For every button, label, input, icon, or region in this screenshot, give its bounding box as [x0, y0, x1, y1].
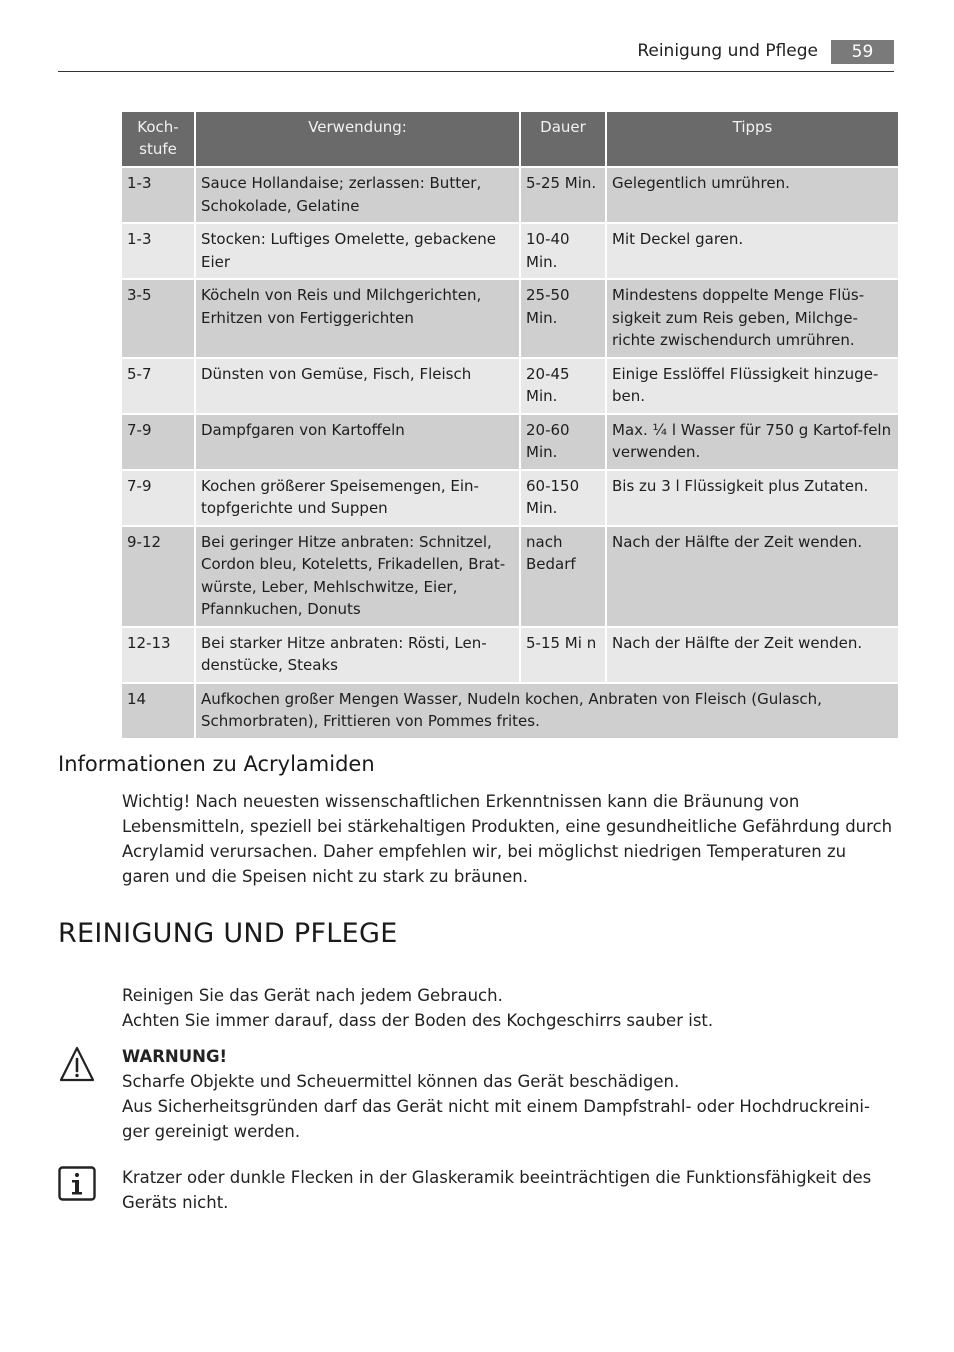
cell-tipps: Einige Esslöffel Flüssigkeit hinzuge-ben. [607, 359, 898, 413]
cleaning-line-2: Achten Sie immer darauf, dass der Boden des Kochgeschirrs sauber ist. [122, 1011, 714, 1030]
cell-tipps: Nach der Hälfte der Zeit wenden. [607, 628, 898, 682]
table-row [122, 471, 898, 525]
cell-stufe: 1-3 [122, 224, 194, 278]
acrylamide-lead: Wichtig! [122, 792, 191, 811]
cell-tipps: Gelegentlich umrühren. [607, 168, 898, 222]
table-header-row [122, 112, 898, 166]
header-stufe: Koch- stufe [122, 112, 194, 166]
cell-verwendung: Köcheln von Reis und Milchgerichten, Erhitzen von Fertiggerichten [196, 280, 519, 357]
header-verwendung: Verwendung: [196, 112, 519, 166]
table-row [122, 168, 898, 222]
cell-verwendung: Bei starker Hitze anbraten: Rösti, Len-denstücke, Steaks [196, 628, 519, 682]
cell-verwendung: Sauce Hollandaise; zerlassen: Butter, Schokolade, Gelatine [196, 168, 519, 222]
cell-dauer: 5-15 Mi n [521, 628, 605, 682]
cell-dauer: nach Bedarf [521, 527, 605, 626]
table-row [122, 280, 898, 357]
cell-dauer: 25-50 Min. [521, 280, 605, 357]
warning-title: WARNUNG! [122, 1047, 228, 1066]
cell-stufe: 9-12 [122, 527, 194, 626]
cell-dauer: 20-45 Min. [521, 359, 605, 413]
cell-verwendung: Dünsten von Gemüse, Fisch, Fleisch [196, 359, 519, 413]
cell-verwendung: Stocken: Luftiges Omelette, gebackene Eier [196, 224, 519, 278]
table-row [122, 359, 898, 413]
table-row [122, 224, 898, 278]
cell-stufe: 7-9 [122, 471, 194, 525]
cell-stufe: 5-7 [122, 359, 194, 413]
cell-stufe: 14 [122, 684, 194, 738]
cell-dauer: 20-60 Min. [521, 415, 605, 469]
warning-block [122, 1044, 897, 1144]
running-header [58, 40, 894, 72]
table-row [122, 684, 898, 738]
cleaning-heading: REINIGUNG UND PFLEGE [58, 918, 398, 949]
cell-stufe: 3-5 [122, 280, 194, 357]
table-row [122, 527, 898, 626]
warning-triangle-icon [58, 1044, 96, 1084]
acrylamide-body: Nach neuesten wissenschaftlichen Erkenntnissen kann die Bräunung von Lebensmitteln, speziell bei stärkehaltigen Produkten, eine gesundheitliche Gefährdung durch Acrylamid verursachen. Daher empfehlen wir, bei möglichst niedrigen Temperaturen zu garen und die Speisen nicht zu stark zu bräunen. [122, 792, 893, 886]
section-title: Reinigung und Pflege [637, 41, 818, 61]
cell-verwendung: Dampfgaren von Kartoffeln [196, 415, 519, 469]
cell-stufe: 1-3 [122, 168, 194, 222]
cell-stufe: 7-9 [122, 415, 194, 469]
page-number: 59 [831, 40, 894, 64]
cleaning-intro [122, 983, 897, 1033]
cell-stufe: 12-13 [122, 628, 194, 682]
cell-tipps: Bis zu 3 l Flüssigkeit plus Zutaten. [607, 471, 898, 525]
cleaning-line-1: Reinigen Sie das Gerät nach jedem Gebrauch. [122, 986, 503, 1005]
cooking-levels-table [120, 110, 900, 740]
cell-dauer: 10-40 Min. [521, 224, 605, 278]
cell-verwendung: Bei geringer Hitze anbraten: Schnitzel, Cordon bleu, Koteletts, Frikadellen, Brat-würste, Leber, Mehlschwitze, Eier, Pfannkuchen, Donuts [196, 527, 519, 626]
cell-dauer: 5-25 Min. [521, 168, 605, 222]
warning-line-1: Scharfe Objekte und Scheuermittel können das Gerät beschädigen. [122, 1072, 680, 1091]
cell-dauer: 60-150 Min. [521, 471, 605, 525]
info-icon [58, 1166, 96, 1202]
cell-tipps: Nach der Hälfte der Zeit wenden. [607, 527, 898, 626]
acrylamide-heading: Informationen zu Acrylamiden [58, 752, 375, 776]
cell-tipps: Mindestens doppelte Menge Flüs-sigkeit zum Reis geben, Milchge-richte zwischendurch umrühren. [607, 280, 898, 357]
header-dauer: Dauer [521, 112, 605, 166]
cell-verwendung: Kochen größerer Speisemengen, Ein-topfgerichte und Suppen [196, 471, 519, 525]
cell-tipps: Max. ¼ l Wasser für 750 g Kartof-feln verwenden. [607, 415, 898, 469]
header-tipps: Tipps [607, 112, 898, 166]
table-row [122, 415, 898, 469]
warning-line-2: Aus Sicherheitsgründen darf das Gerät nicht mit einem Dampfstrahl- oder Hochdruckreini-ger gereinigt werden. [122, 1097, 870, 1141]
cell-tipps: Mit Deckel garen. [607, 224, 898, 278]
table-row [122, 628, 898, 682]
cell-verwendung-wide: Aufkochen großer Mengen Wasser, Nudeln kochen, Anbraten von Fleisch (Gulasch, Schmorbraten), Frittieren von Pommes frites. [196, 684, 898, 738]
info-paragraph: Kratzer oder dunkle Flecken in der Glaskeramik beeinträchtigen die Funktionsfähigkeit des Geräts nicht. [122, 1168, 872, 1212]
acrylamide-paragraph [122, 789, 897, 889]
